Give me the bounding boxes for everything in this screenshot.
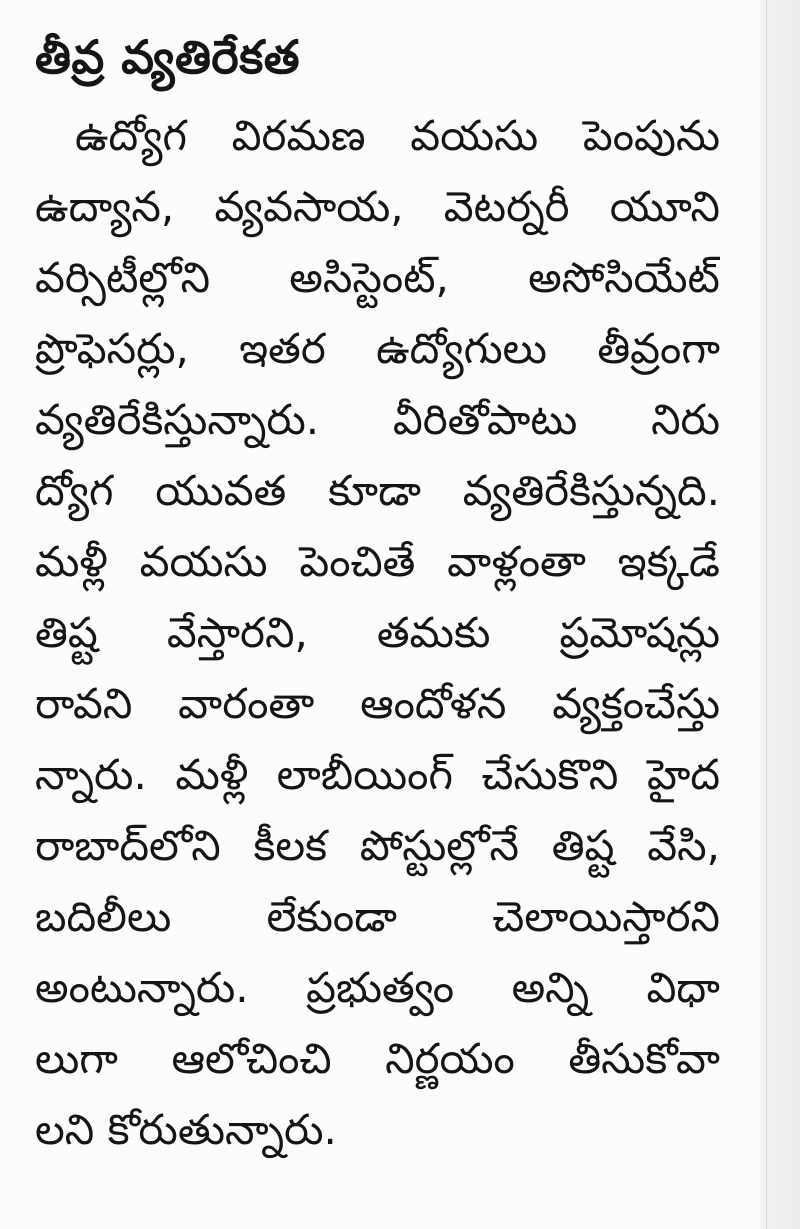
article-line: బదిలీలు లేకుండా చెలాయిస్తారని — [35, 892, 720, 941]
article-line: లుగా ఆలోచించి నిర్ణయం తీసుకోవా — [35, 1034, 720, 1083]
article-line: ఉద్యోగ విరమణ వయసు పెంపును — [75, 111, 720, 160]
article-line: ఉద్యాన, వ్యవసాయ, వెటర్నరీ యూని — [35, 182, 720, 231]
article-line: వర్సిటీల్లోని అసిస్టెంట్, అసోసియేట్ — [35, 253, 720, 302]
article-body — [35, 100, 720, 1165]
article-line: ప్రొఫెసర్లు, ఇతర ఉద్యోగులు తీవ్రంగా — [35, 324, 720, 373]
article-line: ద్యోగ యువత కూడా వ్యతిరేకిస్తున్నది. — [35, 466, 720, 515]
article-line: రావని వారంతా ఆందోళన వ్యక్తంచేస్తు — [35, 679, 720, 728]
article-line: న్నారు. మళ్లీ లాబీయింగ్ చేసుకొని హైద — [35, 750, 720, 799]
article-line: వ్యతిరేకిస్తున్నారు. వీరితోపాటు నిరు — [35, 395, 720, 444]
article-line: రాబాద్‌లోని కీలక పోస్టుల్లోనే తిష్ట వేసి, — [35, 821, 720, 870]
page-margin — [760, 0, 800, 1229]
column-divider — [766, 0, 767, 1229]
article-line: అంటున్నారు. ప్రభుత్వం అన్ని విధా — [35, 963, 720, 1012]
article-line: లని కోరుతున్నారు. — [35, 1105, 337, 1154]
article-line: తిష్ట వేస్తారని, తమకు ప్రమోషన్లు — [35, 608, 720, 657]
article-headline: తీవ్ర వ్యతిరేకత — [35, 30, 301, 84]
article-line: మళ్లీ వయసు పెంచితే వాళ్లంతా ఇక్కడే — [35, 537, 720, 586]
